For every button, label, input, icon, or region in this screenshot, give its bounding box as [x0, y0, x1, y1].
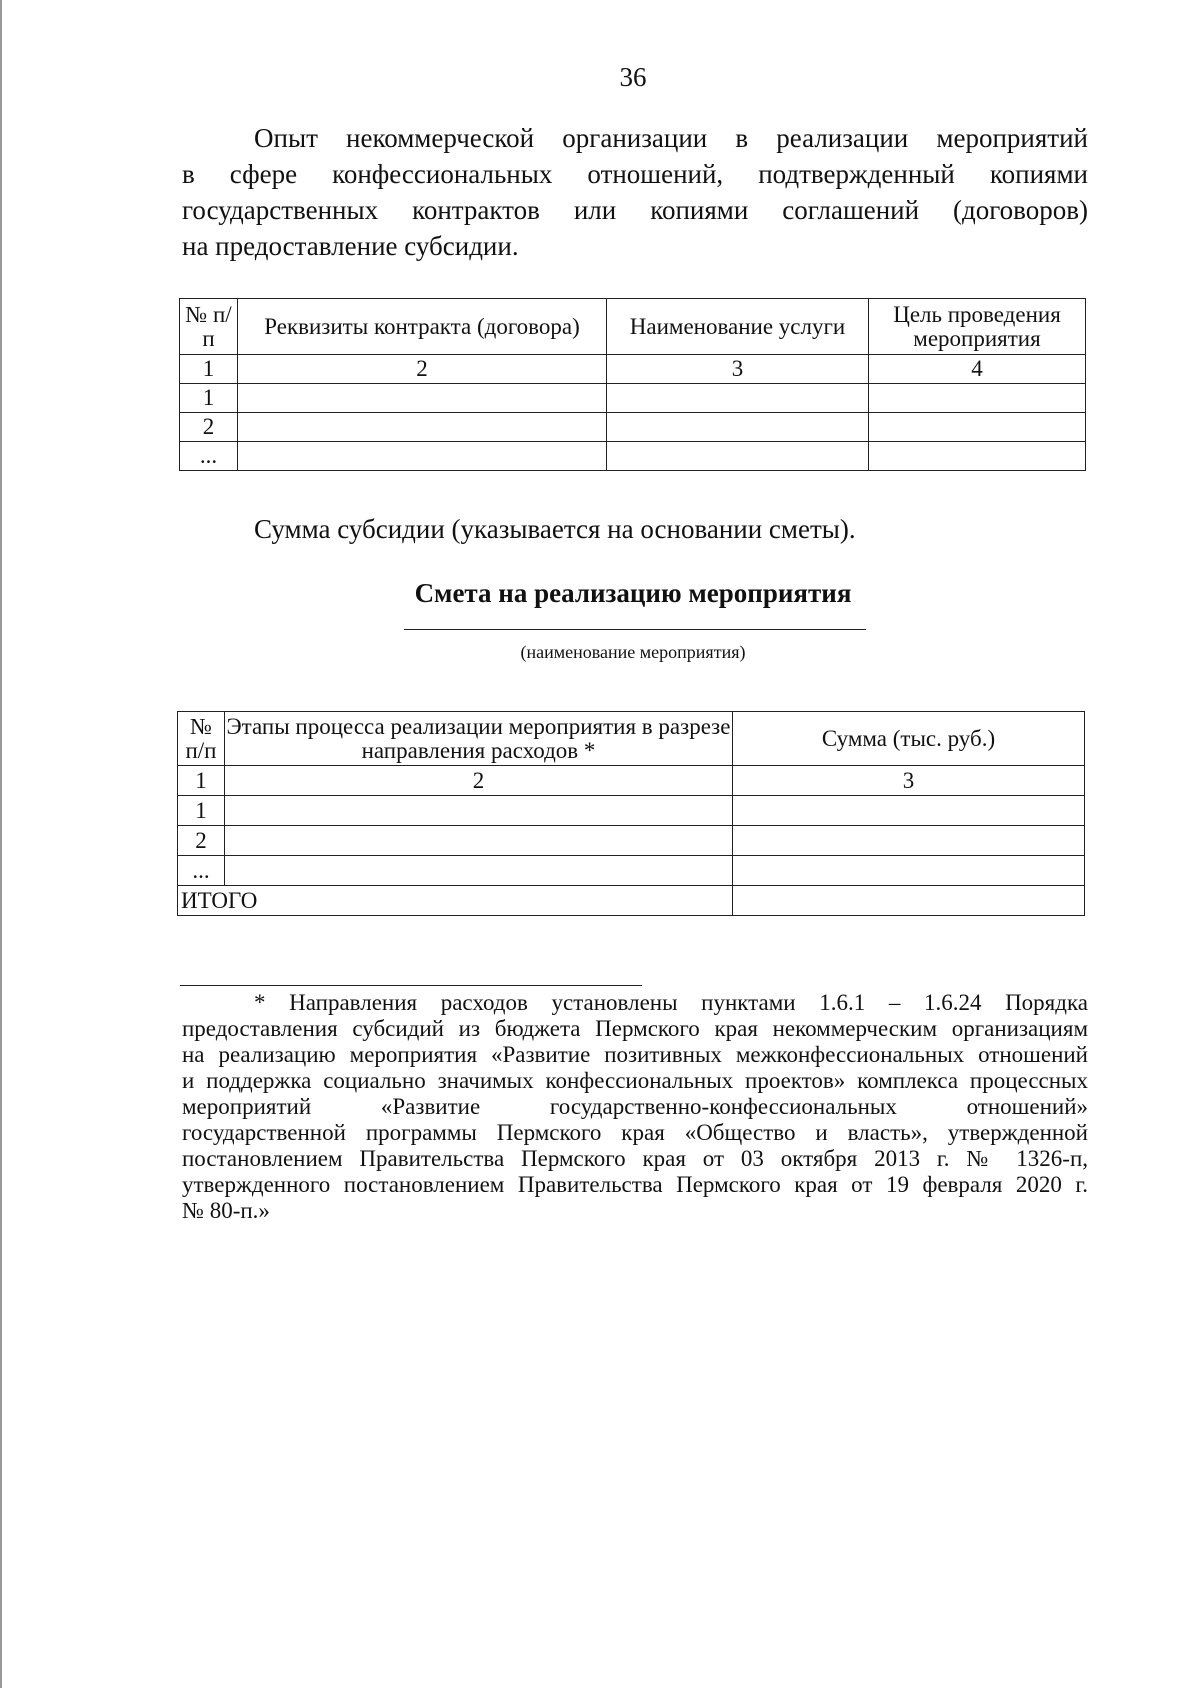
total-value [733, 886, 1085, 916]
table-cell [238, 442, 607, 471]
table-cell [607, 384, 869, 413]
footnote-line: мероприятий «Развитие государственно-конфессиональных отношений» [182, 1094, 1088, 1119]
table-row [178, 796, 1085, 826]
table-cell [225, 796, 733, 826]
table-row [180, 442, 1086, 471]
table-cell [869, 384, 1086, 413]
table-cell: 4 [869, 355, 1086, 384]
table-row [178, 766, 1085, 796]
table-header-row [180, 299, 1086, 355]
table-cell [225, 826, 733, 856]
footnote [182, 990, 1088, 1224]
footnote-line: на реализацию мероприятия «Развитие позитивных межконфессиональных отношений [182, 1042, 1088, 1067]
table-row [180, 355, 1086, 384]
underline-caption: (наименование мероприятия) [520, 642, 746, 662]
table-row [180, 384, 1086, 413]
total-label: ИТОГО [178, 886, 733, 916]
intro-line: государственных контрактов или копиями соглашений (договоров) [182, 195, 1088, 225]
footnote-line: утвержденного постановлением Правительства Пермского края от 19 февраля 2020 г. [182, 1172, 1088, 1197]
table-cell [607, 413, 869, 442]
header-cell-stages: Этапы процесса реализации мероприятия в разрезе направления расходов * [225, 712, 733, 766]
table-cell: 1 [180, 355, 238, 384]
table-cell [869, 413, 1086, 442]
table-cell: 1 [178, 766, 225, 796]
table-cell: ... [180, 442, 238, 471]
table-cell [733, 856, 1085, 886]
header-cell-service: Наименование услуги [607, 299, 869, 355]
footnote-separator [180, 985, 642, 986]
table-cell [869, 442, 1086, 471]
table-cell [225, 856, 733, 886]
footnote-line: № 80-п.» [182, 1198, 270, 1223]
footnote-line: и поддержка социально значимых конфессиональных проектов» комплекса процессных [182, 1068, 1088, 1093]
intro-paragraph [182, 120, 1088, 264]
table-cell: 2 [238, 355, 607, 384]
table-cell [733, 826, 1085, 856]
footnote-line: * Направления расходов установлены пунктами 1.6.1 – 1.6.24 Порядка [254, 990, 1088, 1015]
table-cell: 1 [180, 384, 238, 413]
header-cell-number: № п/п [178, 712, 225, 766]
intro-line: на предоставление субсидии. [182, 231, 519, 261]
estimate-title: Смета на реализацию мероприятия [414, 578, 852, 608]
table-total-row [178, 886, 1085, 916]
table-cell: 2 [178, 826, 225, 856]
table-cell [238, 384, 607, 413]
table-row [178, 856, 1085, 886]
header-cell-number: № п/п [180, 299, 238, 355]
table-header-row [178, 712, 1085, 766]
estimate-table [177, 711, 1085, 916]
intro-line: Опыт некоммерческой организации в реализации мероприятий [254, 123, 1088, 153]
table-cell [733, 796, 1085, 826]
footnote-line: предоставления субсидий из бюджета Пермского края некоммерческим организациям [182, 1016, 1088, 1041]
subsidy-sum-line: Сумма субсидии (указывается на основании сметы). [254, 514, 856, 544]
event-name-underline [404, 629, 866, 630]
table-cell: ... [178, 856, 225, 886]
header-cell-purpose: Цель проведения мероприятия [869, 299, 1086, 355]
page-number: 36 [619, 62, 647, 92]
intro-line: в сфере конфессиональных отношений, подтвержденный копиями [182, 159, 1088, 189]
footnote-line: постановлением Правительства Пермского края от 03 октября 2013 г. № 1326-п, [182, 1146, 1088, 1171]
table-cell [607, 442, 869, 471]
table-cell: 3 [607, 355, 869, 384]
table-cell: 1 [178, 796, 225, 826]
experience-table [179, 298, 1086, 471]
header-cell-amount: Сумма (тыс. руб.) [733, 712, 1085, 766]
table-cell: 3 [733, 766, 1085, 796]
table-cell: 2 [180, 413, 238, 442]
table-row [180, 413, 1086, 442]
footnote-line: государственной программы Пермского края «Общество и власть», утвержденной [182, 1120, 1088, 1145]
table-cell: 2 [225, 766, 733, 796]
table-row [178, 826, 1085, 856]
header-cell-contract: Реквизиты контракта (договора) [238, 299, 607, 355]
table-cell [238, 413, 607, 442]
